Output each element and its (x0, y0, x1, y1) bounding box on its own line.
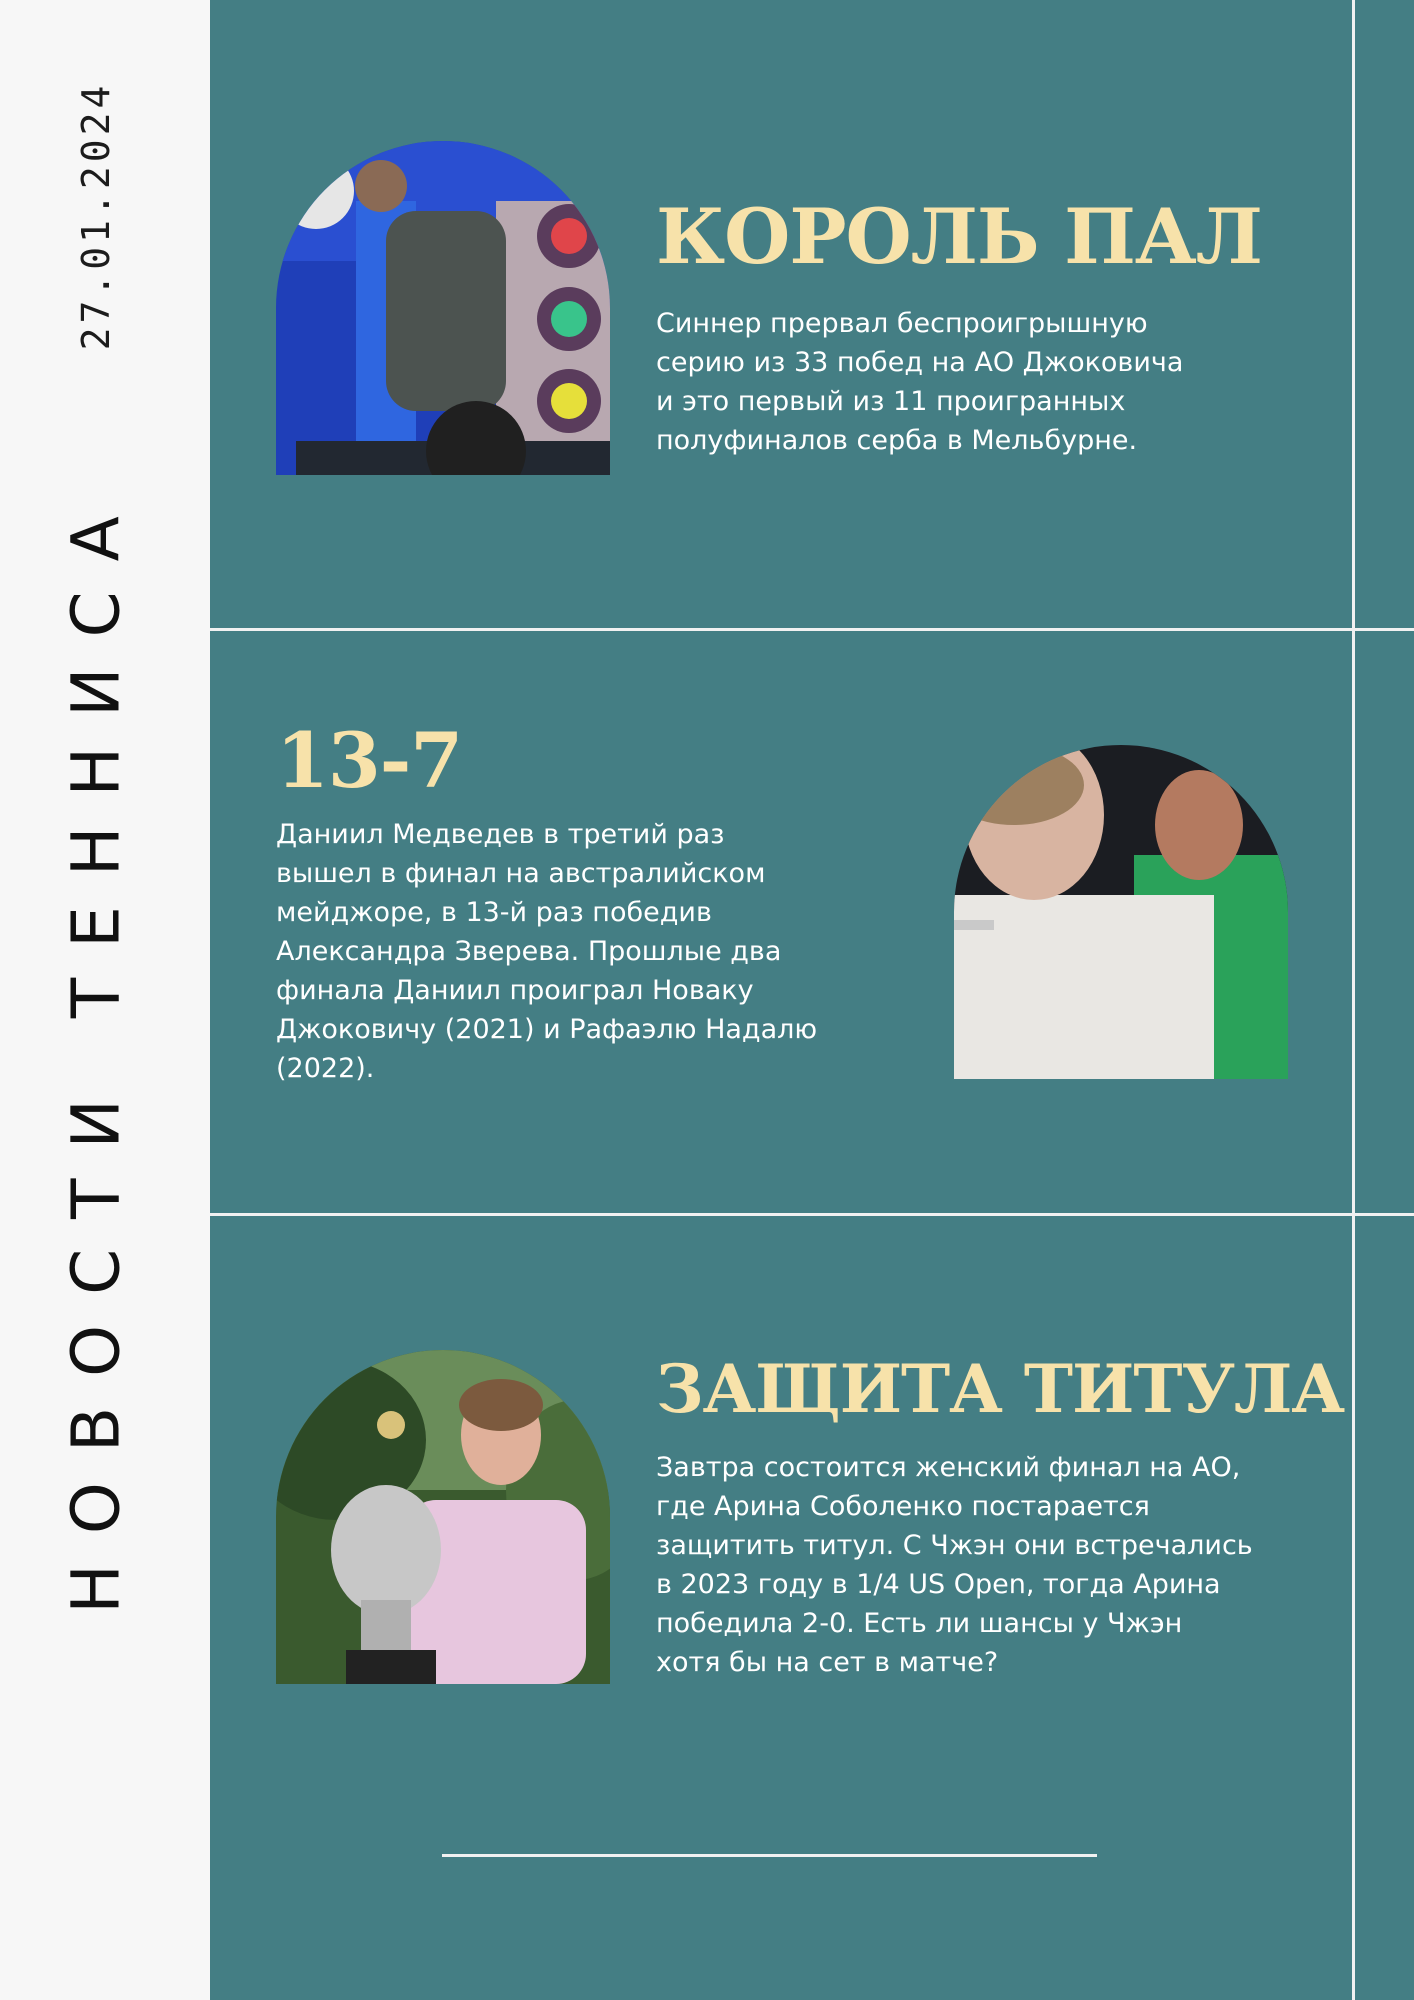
text-line: хотя бы на сет в матче? (656, 1647, 999, 1678)
issue-date: 27.01.2024 (74, 81, 118, 351)
text-line: Джоковичу (2021) и Рафаэлю Надалю (276, 1014, 818, 1045)
text-line: в 2023 году в 1/4 US Open, тогда Арина (656, 1569, 1221, 1600)
section-divider (210, 628, 1414, 631)
article-text (656, 1448, 1253, 1682)
photo-sabalenka-trophy (276, 1350, 610, 1684)
section-divider (210, 1213, 1414, 1216)
bottom-rule (442, 1854, 1097, 1857)
headline-king-fell: КОРОЛЬ ПАЛ (656, 192, 1262, 281)
photo-medvedev-zverev (954, 745, 1288, 1079)
text-line: и это первый из 11 проигранных (656, 386, 1126, 417)
headline-title-defense: ЗАЩИТА ТИТУЛА (656, 1350, 1345, 1428)
text-line: Синнер прервал беспроигрышную (656, 308, 1148, 339)
headline-score: 13-7 (276, 716, 463, 805)
text-line: победила 2-0. Есть ли шансы у Чжэн (656, 1608, 1183, 1639)
article-text (656, 304, 1183, 460)
text-line: Даниил Медведев в третий раз (276, 819, 725, 850)
article-text (276, 815, 817, 1088)
text-line: полуфиналов серба в Мельбурне. (656, 425, 1138, 456)
newsletter-title: НОВОСТИ ТЕННИСА (57, 486, 135, 1614)
text-line: (2022). (276, 1053, 375, 1084)
sidebar (0, 0, 210, 2000)
text-line: где Арина Соболенко постарается (656, 1491, 1150, 1522)
text-line: вышел в финал на австралийском (276, 858, 766, 889)
text-line: Александра Зверева. Прошлые два (276, 936, 782, 967)
photo-djokovic-leaving-court (276, 141, 610, 475)
vertical-divider (1352, 0, 1355, 2000)
text-line: финала Даниил проиграл Новаку (276, 975, 754, 1006)
text-line: защитить титул. С Чжэн они встречались (656, 1530, 1253, 1561)
text-line: Завтра состоится женский финал на АО, (656, 1452, 1241, 1483)
text-line: серию из 33 побед на АО Джоковича (656, 347, 1184, 378)
text-line: мейджоре, в 13-й раз победив (276, 897, 712, 928)
